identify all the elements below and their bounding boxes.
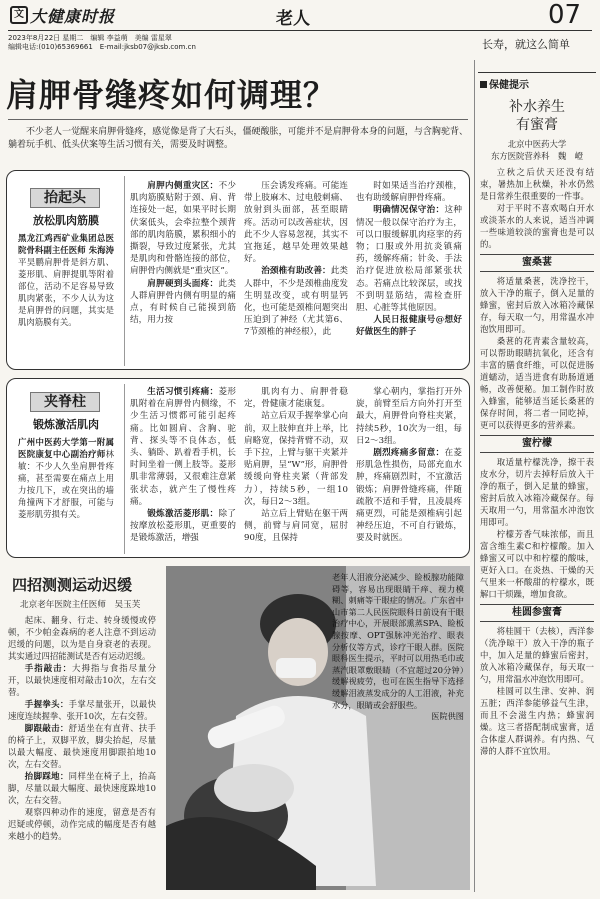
sidebar-top-rule (478, 72, 596, 73)
section-title-longan: 桂圆参蜜膏 (512, 607, 562, 618)
sidebar-title-2: 有蜜膏 (516, 117, 558, 133)
part1-divider (124, 176, 125, 366)
section-rule (480, 621, 594, 622)
part2-col3: 掌心朝内，掌指打开外旋，前臂至后方向外打开至最大，肩胛骨向脊柱夹紧，持续5秒，10次为一组，每日2～3组。 剧烈疼痛多留意：在菱形肌急性损伤，局部充血水肿，疼痛剧烈时，不宜激活锻炼；肩胛骨缝疼痛，伴随疏散不适和手臂，且凌晨疼痛更烈，可能是颈椎病引起神经压迫，不可自行锻炼，要及时就医。 (356, 387, 462, 544)
exercise-title: 四招测测运动迟缓 (12, 576, 133, 594)
part1-col3: 时如果适当治疗颈椎，也有助缓解肩胛骨疼痛。 明确情况保守治：这种情况一般以保守治疗为主，可以口服缓解肌肉痉挛的药物；口服或外用抗炎镇痛药，缓解疼痛；针灸、手法治疗促进放松局部紧张状态。若痛点比较深层，或找不到明显筋结，需检查肝胆、心脏等其他原因。 人民日报健康号@想好好做医生的胖子 (356, 181, 462, 338)
section-rule (480, 452, 594, 453)
sidebar-divider (474, 60, 475, 892)
slogan: 长寿，就这么简单 (482, 38, 570, 51)
contact-line: 编辑电话:(010)65369661 E-mail:jksb07@jksb.com.cn (8, 43, 196, 51)
part1-col1: 肩胛内侧重灾区：不少肌肉筋膜贴附于颈、肩、背连接处一起，如果平时长期伏案低头，会牵拉整个颈背部的肌肉筋膜，累积细小的撕裂，导致过度紧张，尤其是肌肉和骨骼连接的部位，肩胛骨内侧就是“重灾区”。 肩胛硬到头面疼：此类人群肩胛骨内侧有明显的痛点，有时候自己能摸到筋结，用力按 (130, 181, 236, 326)
photo-caption (332, 572, 464, 723)
part1-col2: 压会诱发疼痛。可能连带上肢麻木、过电般刺痛、放射到头面部，甚至眼睛疼。活动可以改善症状，因此不少人容易忽视，其实不宜拖延，越早处理效果越好。 治颈椎有助改善：此类人群中，不少是颈椎曲度发生明显改变，或有明显钙化，也可能是颈椎问题突出压迫到了神经（尤其第6、7节颈椎的神经根），此 (244, 181, 348, 338)
part1-expert-note: 平昊鹏肩胛骨是斜方肌、菱形肌、肩胛提肌等附着部位，活动不足容易导致肌肉紧张，不少人认为这是肩胛骨的问题，其实是肌肉筋膜有关。 (18, 257, 114, 327)
part2-subtitle: 锻炼激活肌肉 (33, 418, 99, 431)
part2-divider (124, 384, 125, 554)
part1-tag: 抬起头 (30, 188, 100, 208)
page-number: 07 (548, 0, 582, 30)
sidebar-body: 立秋之后伏天还没有结束，暑热加上秋燥，补水仍然是日常养生很重要的一件事。 对于平时不喜欢喝白开水或淡茶水的人来说，适当冲调一些味道较淡的蜜膏也是可以的。 蜜桑葚 将适量桑葚，洗净控干，放入干净的瓶子，倒入足量的蜂蜜，密封后放入冰箱冷藏保存，每天取一勺，用常温水冲泡饮用即可。 桑葚的花青素含量较高，可以帮助眼睛抗氧化，还含有丰富的膳食纤维，可以促进肠道蠕动，适当进食有助肠道通畅，改善便秘。加工制作时放入蜂蜜，能够适当延长桑葚的保存时间，将二者一同吃掉，更可以获得更多的营养素。 蜜柠檬 取适量柠檬洗净，擦干表皮水分，切片去掉籽后放入干净的瓶子，倒入足量的蜂蜜，密封后放入冰箱冷藏保存。每天取用一勺，用常温水冲泡饮用即可。 柠檬芳香气味浓郁，而且富含维生素C和柠檬酸。加入蜂蜜又可以中和柠檬的酸味，更好入口。在炎热、干燥的天气里来一杯酸甜的柠檬水，既解口干烦躁，增加食欲。 桂圆参蜜膏 将桂圆干（去核），西洋参（洗净晾干）放入干净的瓶子中，加入足量的蜂蜜后密封，放入冰箱冷藏保存，每天取一勺，用常温水冲泡饮用即可。 桂圆可以生津、安神、润五脏；西洋参能够益气生津，而且不会滋生内热；蜂蜜润燥。这三者搭配制成蜜膏，适合体虚人群调养。有内热、气滞的人群不宜饮用。 (480, 167, 594, 756)
part2-col1: 生活习惯引疼痛：菱形肌附着在肩胛骨内侧缘，不少生活习惯都可能引起疼痛。比如圆肩、含胸、驼背、探头等不良体态，低头、躺卧、趴着看手机，长时间坐着一侧上肢等。菱形肌非常薄弱，又很难注意紧张状态，就产生了慢性疼痛。 锻炼激活菱形肌：除了按摩放松菱形肌，更重要的是锻炼激活，增强 (130, 387, 236, 544)
part1-expert-name: 黑龙江鸡西矿业集团总医院骨科副主任医师 朱海涛 (18, 233, 114, 255)
sidebar (478, 60, 596, 895)
section-name: 老人 (276, 9, 310, 29)
part2-expert-name: 广州中医药大学第一附属医院康复中心副治疗师 (18, 437, 114, 459)
sidebar-author-1: 北京中医药大学 (507, 139, 567, 149)
sidebar-author-2: 东方医院营养科 魏 嶝 (490, 151, 584, 161)
masthead (0, 0, 600, 52)
date-line: 2023年8月22日 星期二 编辑 李益萌 美编 雷星翠 (8, 34, 172, 42)
sidebar-label: 保健提示 (480, 76, 529, 91)
section-title-mulberry: 蜜桑葚 (522, 257, 552, 268)
part2-expert (18, 436, 114, 520)
section-rule (480, 271, 594, 272)
square-bullet-icon (480, 81, 487, 88)
lead-paragraph: 不少老人一觉醒来肩胛骨缝疼，感觉像是背了大石头，僵硬酸胀，可能并不是肩胛骨本身的问题，与含胸驼背、躺着玩手机、低头伏案等生活习惯有关，需要及时调整。 (8, 127, 468, 150)
part1-credit: 人民日报健康号@想好好做医生的胖子 (356, 315, 462, 338)
exercise-byline: 北京老年医院主任医师 吴玉芙 (20, 600, 141, 610)
section-rule (480, 435, 594, 436)
title-rule (8, 119, 468, 120)
part1-expert (18, 232, 114, 328)
exercise-body: 起床、翻身、行走、转身缓慢或停顿，不少帕金森病的老人注意不到运动迟缓的问题，以为是自身衰老的表现。其实通过四招能测试是否有运动迟缓。 手指敲击：大拇指与食指尽量分开，以最快速度相对敲击10次，左右交替。 手握拳头：手掌尽量张开，以最快速度连续握拳、张开10次，左右交替。 脚跟敲击：舒适坐在有直背、扶手的椅子上，双脚平放，脚尖抬起，尽量以最大幅度、最快速度用脚跟拍地10次，左右交替。 抬脚踩地：同样坐在椅子上，抬高脚，尽量以最大幅度、最快速度跺地10次，左右交替。 观察四种动作的速度，留意是否有迟疑或停顿，动作完成的幅度是否有越来越小的趋势。 (8, 615, 157, 841)
paper-logo: 大健康时报 (30, 7, 116, 26)
part2-tag: 夹脊柱 (30, 392, 100, 412)
main-title: 肩胛骨缝疼如何调理？ (6, 76, 337, 114)
section-title-lemon: 蜜柠檬 (522, 438, 552, 449)
sidebar-title-1: 补水养生 (509, 99, 565, 115)
masthead-rule (8, 30, 592, 31)
section-rule (480, 254, 594, 255)
logo-seal-icon: 文 (10, 6, 28, 24)
part2-expert-note: 林敏：不少人久坐肩胛骨疼痛，甚至需要在痛点上用力按几下，或在突出的墙角撞两下才舒服，可能与菱形肌劳损有关。 (18, 449, 114, 519)
photo-caption-text: 老年人泪液分泌减少、睑板腺功能障碍等，容易出现眼睛干痒、视力模糊、刺痛等干眼症的情况。广东省中山市第二人民医院眼科日前设有干眼治疗中心，开展眼部熏蒸SPA、睑板腺按摩、OPT强脉冲光治疗、眼表分析仪等方式，诊疗干眼人群。医院眼科医生提示，平时可以用热毛巾或蒸汽眼罩敷眼睛（不宜超过20分钟）缓解视疲劳，也可在医生指导下选择缓解泪液蒸发成分的人工泪液，补充水分，眼睛或会舒服些。 (332, 572, 464, 710)
part2-col2: 肌肉有力、肩胛骨稳定，骨健康才能康复。 站立后双手握拳掌心向前，双上肢伸直并上举，比肩略宽，保持背臂不动，双手下拉，上臂与躯干夹紧并贴肩胛，呈“W”形，肩胛骨缓缓向脊柱夹紧（背部发力），持续5秒，一组10次，每日2～3组。 站立后上臂贴在躯干两侧，前臂与肩同宽，屈肘90度，且保持 (244, 387, 348, 544)
photo-credit: 医院供图 (431, 711, 464, 722)
part1-subtitle: 放松肌肉筋膜 (33, 214, 99, 227)
section-rule (480, 604, 594, 605)
